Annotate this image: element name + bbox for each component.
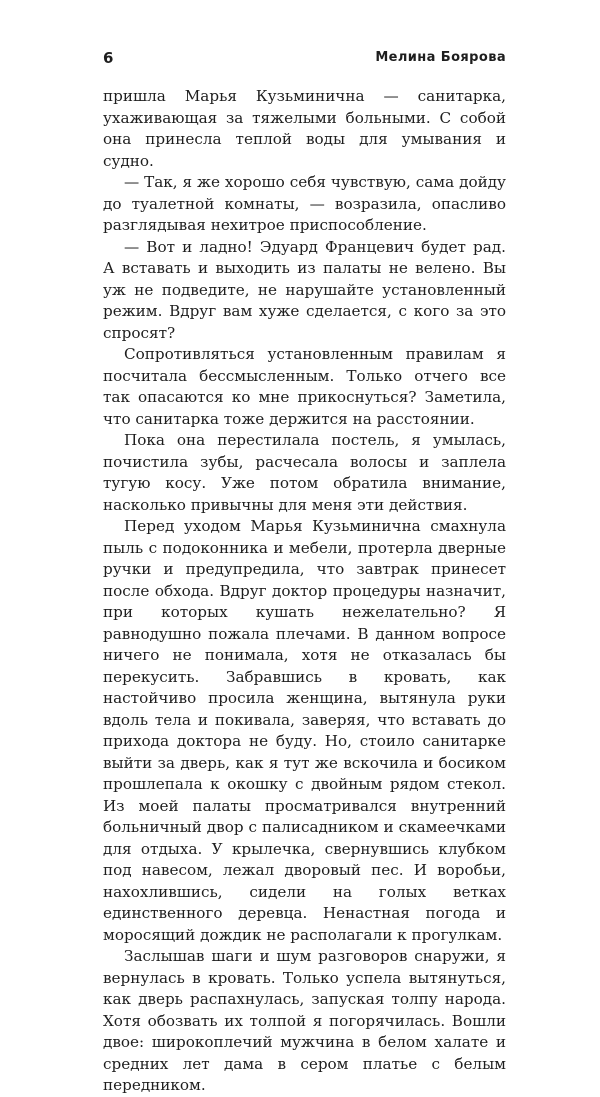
running-head-author: Мелина Боярова <box>375 50 506 65</box>
paragraph: Заслышав шаги и шум разговоров снаружи, я вернулась в кровать. Только успела вытянуться, как дверь распахнулась, запуская толпу народа. Хотя обозвать их толпой я погорячилась. Вошли двое: широкоплечий мужчина в белом халате и средних лет дама в сером платье с белым передником. <box>103 947 506 1094</box>
paragraph: пришла Марья Кузьминична — санитарка, ухаживающая за тяжелыми больными. С собой она принесла теплой воды для умывания и судно. <box>103 87 506 170</box>
page-header <box>103 48 506 72</box>
body-text <box>103 86 506 1097</box>
paragraph: Перед уходом Марья Кузьминична смахнула пыль с подоконника и мебели, протерла дверные ручки и предупредила, что завтрак принесет после обхода. Вдруг доктор процедуры назначит, при которых кушать нежелательно? Я равнодушно пожала плечами. В данном вопросе ничего не понимала, хотя не отказалась бы перекусить. Забравшись в кровать, как настойчиво просила женщина, вытянула руки вдоль тела и покивала, заверяя, что вставать до прихода доктора не буду. Но, стоило санитарке выйти за дверь, как я тут же вскочила и босиком прошлепала к окошку с двойным рядом стекол. Из моей палаты просматривался внутренний больничный двор с палисадником и скамеечками для отдыха. У крылечка, свернувшись клубком под навесом, лежал дворовый пес. И воробьи, нахохлившись, сидели на голых ветках единственного деревца. Ненастная погода и моросящий дождик не располагали к прогулкам. <box>103 517 506 944</box>
paragraph: Сопротивляться установленным правилам я посчитала бессмысленным. Только отчего все так опасаются ко мне прикоснуться? Заметила, что санитарка тоже держится на расстоянии. <box>103 345 506 428</box>
paragraph: — Вот и ладно! Эдуард Францевич будет рад. А вставать и выходить из палаты не велено. Вы уж не подведите, не нарушайте установленный режим. Вдруг вам хуже сделается, с кого за это спросят? <box>103 237 506 342</box>
paragraph: Пока она перестилала постель, я умылась, почистила зубы, расчесала волосы и заплела тугую косу. Уже потом обратила внимание, насколько привычны для меня эти действия. <box>103 431 506 514</box>
paragraph: — Так, я же хорошо себя чувствую, сама дойду до туалетной комнаты, — возразила, опасливо разглядывая нехитрое приспособление. <box>103 173 506 234</box>
page-number: 6 <box>103 49 114 67</box>
